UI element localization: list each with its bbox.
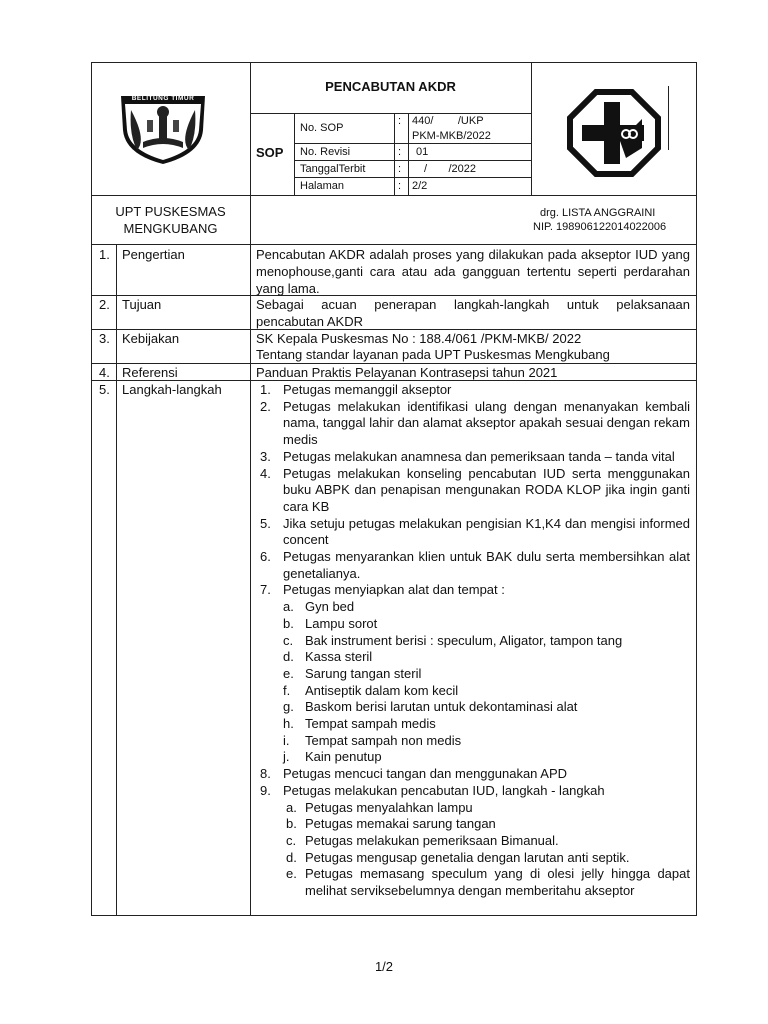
row-5-number: 5. bbox=[99, 382, 110, 397]
field-row-divider-3 bbox=[294, 177, 531, 178]
list-item: 6. Petugas menyarankan klien untuk BAK dulu serta membersihkan alat genetalianya. bbox=[260, 549, 690, 581]
tool-item: c. Bak instrument berisi : speculum, Aligator, tampon tang bbox=[283, 632, 623, 648]
signer-nip: NIP. 198906122014022006 bbox=[533, 221, 667, 233]
removal-step-item: c. Petugas melakukan pemeriksaan Bimanual. bbox=[286, 832, 559, 848]
row-3-number: 3. bbox=[99, 331, 110, 346]
removal-step-item: b. Petugas memakai sarung tangan bbox=[286, 816, 496, 832]
field-revisi-value: 01 bbox=[416, 146, 429, 158]
tool-item: d. Kassa steril bbox=[283, 649, 373, 665]
row-2-text: Sebagai acuan penerapan langkah-langkah untuk pelaksanaan pencabutan AKDR bbox=[256, 297, 690, 329]
tool-item: j. Kain penutup bbox=[283, 749, 382, 765]
row-3-line2: Tentang standar layanan pada UPT Puskesmas Mengkubang bbox=[256, 347, 610, 362]
row-5-label: Langkah-langkah bbox=[122, 382, 222, 397]
tool-item: i. Tempat sampah non medis bbox=[283, 732, 462, 748]
tool-item: e. Sarung tangan steril bbox=[283, 665, 422, 681]
field-label-left-divider bbox=[294, 113, 295, 195]
row-2-label: Tujuan bbox=[122, 297, 162, 312]
field-revisi-label: No. Revisi bbox=[300, 146, 351, 158]
row-1-label: Pengertian bbox=[122, 247, 185, 262]
field-colon-right-divider bbox=[408, 113, 409, 195]
row-4-label: Referensi bbox=[122, 365, 178, 380]
list-item: 9. Petugas melakukan pencabutan IUD, langkah - langkah bbox=[260, 782, 605, 798]
row-1-number: 1. bbox=[99, 247, 110, 262]
field-row-divider-2 bbox=[294, 160, 531, 161]
row-4-text: Panduan Praktis Pelayanan Kontrasepsi tahun 2021 bbox=[256, 365, 558, 380]
list-item: 4. Petugas melakukan konseling pencabutan IUD serta menggunakan buku ABPK dan penapisan mengunakan RODA KLOP jika ingin ganti cara KB bbox=[260, 465, 690, 514]
field-halaman-value: 2/2 bbox=[412, 180, 428, 192]
field-halaman-colon: : bbox=[398, 180, 402, 192]
removal-step-item: d. Petugas mengusap genetalia dengan larutan anti septik. bbox=[286, 849, 630, 865]
institution-name-line1: UPT PUSKESMAS bbox=[115, 204, 226, 219]
list-item: 3. Petugas melakukan anamnesa dan pemeriksaan tanda – tanda vital bbox=[260, 448, 675, 464]
field-colon-left-divider bbox=[394, 113, 395, 195]
puskesmas-logo bbox=[566, 88, 662, 178]
field-no-sop-value-line1: 440/ /UKP bbox=[412, 115, 484, 127]
title-row-divider bbox=[250, 113, 531, 114]
signer-name: drg. LISTA ANGGRAINI bbox=[540, 207, 656, 219]
header-divider-right bbox=[531, 62, 532, 195]
tool-item: b. Lampu sorot bbox=[283, 615, 378, 631]
field-no-sop-value-line2: PKM-MKB/2022 bbox=[412, 130, 491, 142]
belitung-timur-logo bbox=[117, 90, 209, 166]
list-item: 8. Petugas mencuci tangan dan menggunakan APD bbox=[260, 766, 568, 782]
header-bottom-divider bbox=[91, 195, 697, 196]
field-terbit-label: TanggalTerbit bbox=[300, 163, 366, 175]
tool-item: a. Gyn bed bbox=[283, 599, 355, 615]
tool-item: g. Baskom berisi larutan untuk dekontaminasi alat bbox=[283, 699, 578, 715]
field-halaman-label: Halaman bbox=[300, 180, 345, 192]
tool-item: f. Antiseptik dalam kom kecil bbox=[283, 682, 459, 698]
field-row-divider-1 bbox=[294, 143, 531, 144]
sop-label: SOP bbox=[256, 145, 284, 160]
field-no-sop-colon: : bbox=[398, 115, 402, 127]
row-3-line1: SK Kepala Puskesmas No : 188.4/061 /PKM-MKB/ 2022 bbox=[256, 331, 582, 346]
row-4-number: 4. bbox=[99, 365, 110, 380]
field-no-sop-label: No. SOP bbox=[300, 122, 344, 134]
field-terbit-value: / /2022 bbox=[424, 163, 476, 175]
list-item: 2. Petugas melakukan identifikasi ulang dengan menanyakan kembali nama, tanggal lahir dan alamat akseptor apakah sesuai dengan rekam medis bbox=[260, 398, 690, 448]
page-number: 1/2 bbox=[374, 959, 394, 974]
body-label-divider bbox=[250, 244, 251, 916]
field-terbit-colon: : bbox=[398, 163, 402, 175]
removal-step-item: e. Petugas memasang speculum yang di olesi jelly hingga dapat melihat serviksebelumnya dengan memberitahu akseptor bbox=[286, 866, 690, 899]
page-title: PENCABUTAN AKDR bbox=[325, 79, 456, 94]
tool-item: h. Tempat sampah medis bbox=[283, 716, 436, 732]
row-1-text: Pencabutan AKDR adalah proses yang dilakukan pada akseptor IUD yang menophouse,ganti cara atau ada gangguan tertentu seperti perdarahan yang lama. bbox=[256, 247, 690, 296]
logo-caption: BELITUNG TIMUR bbox=[131, 95, 195, 102]
logo-edge-line bbox=[668, 86, 669, 150]
row-2-number: 2. bbox=[99, 297, 110, 312]
body-number-divider bbox=[116, 244, 117, 916]
institution-name-line2: MENGKUBANG bbox=[123, 221, 218, 236]
procedure-steps bbox=[256, 382, 690, 900]
field-revisi-colon: : bbox=[398, 146, 402, 158]
row-3-label: Kebijakan bbox=[122, 331, 180, 346]
institution-row-divider bbox=[91, 244, 697, 245]
removal-step-item: a. Petugas menyalahkan lampu bbox=[286, 799, 473, 815]
list-item: 1. Petugas memanggil akseptor bbox=[260, 382, 452, 397]
list-item: 7. Petugas menyiapkan alat dan tempat : bbox=[260, 582, 505, 598]
list-item: 5. Jika setuju petugas melakukan pengisian K1,K4 dan mengisi informed concent bbox=[260, 515, 690, 548]
